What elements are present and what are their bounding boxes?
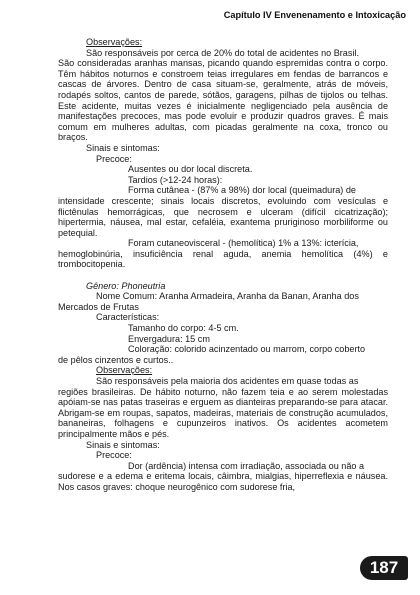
forma-cutanea-first-line: Forma cutânea - (87% a 98%) dor local (queimadura) de <box>128 185 356 196</box>
forma-visceral-paragraph: hemoglobinúria, insuficiência renal aguda, anemia hemolítica (4%) e trombocitopenia. <box>58 248 388 270</box>
forma-cutanea-paragraph: intensidade crescente; sinais locais discretos, evoluindo com vesículas e flictênulas hemorrágicas, que necrosem e ulceram (difícil cicatrização); hipertermia, náusea, mal estar, cefaléia, exantema pruriginoso morbiliforme ou petequial. <box>58 195 388 238</box>
tardios-heading: Tardios (>12-24 horas): <box>128 174 223 185</box>
dor-first-line: Dor (ardência) intensa com irradiação, associada ou não a <box>128 460 365 471</box>
precoce-heading-2: Precoce: <box>96 450 132 461</box>
nome-comum-rest: Mercados de Frutas <box>58 301 139 312</box>
observacoes-first-line-2: São responsáveis pela maioria dos acidentes em quase todas as <box>96 376 359 386</box>
precoce-heading: Precoce: <box>96 153 132 164</box>
observacoes-paragraph: São consideradas aranhas mansas, picando quando espremidas contra o corpo. Têm hábitos noturnos e constroem teias irregulares em fendas de barrancos e cascas de árvores. Dentro de casa situam-se, geralmente, atrás de móveis, rodapés soltos, cantos de parede, sótãos, garagens, pilhas de tijolos ou telhas. Este acidente, muitas vezes é inicialmente negligenciado pela ausência de manifestações precoces, mas pode evoluir e produzir quadros graves. É mais comum em mulheres adultas, com picadas geralmente na coxa, tronco ou braços. <box>58 58 388 143</box>
nome-comum-first-line: Nome Comum: Aranha Armadeira, Aranha da Banan, Aranha dos <box>96 291 359 302</box>
precoce-text: Ausentes ou dor local discreta. <box>128 164 253 175</box>
genero-line: Gênero: Phoneutria <box>86 280 166 291</box>
sinais-sintomas-heading-2: Sinais e sintomas: <box>86 439 160 450</box>
dor-paragraph: sudorese e a edema e eritema locais, câimbra, mialgias, hiperreflexia e náusea. Nos casos graves: choque neurogênico com sudorese fria, <box>58 471 388 492</box>
tamanho-corpo: Tamanho do corpo: 4-5 cm. <box>128 323 239 334</box>
coloracao-rest: de pêlos cinzentos e curtos.. <box>58 354 174 365</box>
section-spacer <box>58 270 388 281</box>
page-number-badge: 187 <box>360 556 408 580</box>
forma-visceral-first-line: Foram cutaneovisceral - (hemolítica) 1% a 13%: icterícia, <box>128 238 359 249</box>
chapter-header: Capítulo IV Envenenamento e Intoxicação <box>223 10 406 20</box>
observacoes-paragraph-2: regiões brasileiras. De hábito noturno, não fazem teia e ao serem molestadas apóiam-se nas patas traseiras e erguem as dianteiras preparando-se para atacar. Abrigam-se em roupas, sapatos, madeiras, materiais de construção acumulados, bananeiras, folhagens e cupunzeiros inativos. Os acidentes acometem principalmente mãos e pés. <box>58 386 388 439</box>
observacoes-first-line: São responsáveis por cerca de 20% do total de acidentes no Brasil. <box>86 47 359 58</box>
sinais-sintomas-heading: Sinais e sintomas: <box>86 142 160 153</box>
observacoes-heading: Observações: <box>86 37 143 47</box>
caracteristicas-heading: Características: <box>96 312 160 323</box>
envergadura: Envergadura: 15 cm <box>128 333 210 344</box>
observacoes-heading-2: Observações: <box>96 365 153 376</box>
coloracao-first-line: Coloração: colorido acinzentado ou marrom, corpo coberto <box>128 344 366 355</box>
page-body <box>58 37 388 493</box>
